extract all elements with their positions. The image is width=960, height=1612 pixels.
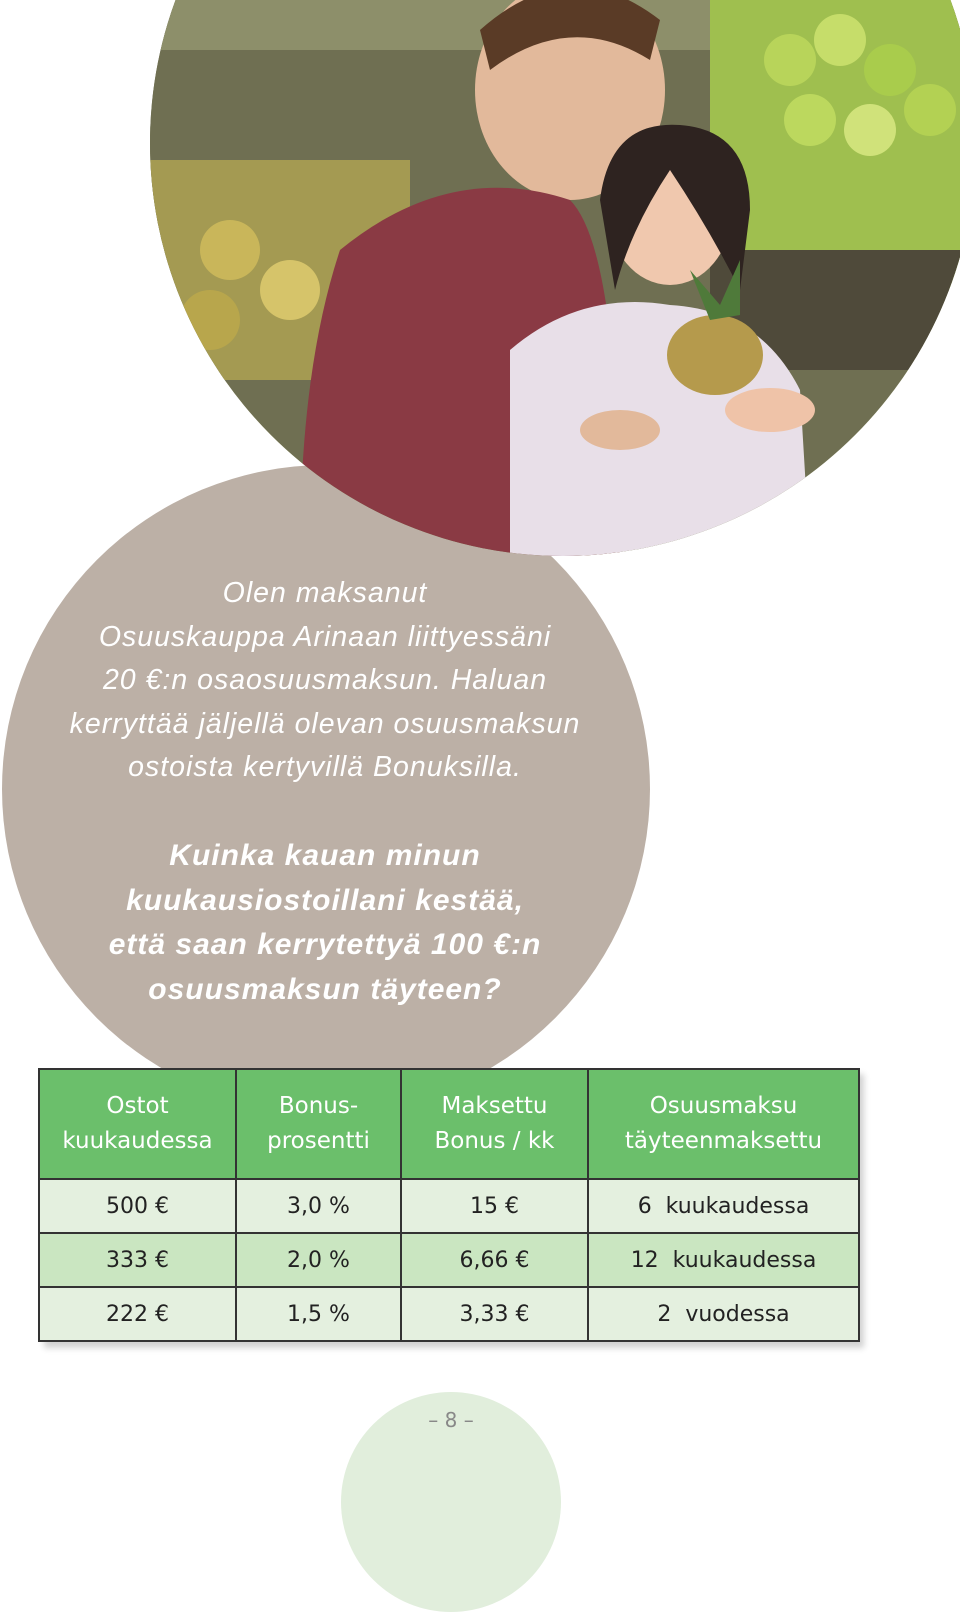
bonus-table-container bbox=[38, 1068, 858, 1342]
header-line: kuukaudessa bbox=[62, 1128, 213, 1154]
table-cell: 3,0 % bbox=[236, 1179, 401, 1233]
shopping-couple-photo bbox=[150, 0, 960, 556]
table-cell: 1,5 % bbox=[236, 1287, 401, 1341]
table-cell: 2,0 % bbox=[236, 1233, 401, 1287]
quote-line: kerryttää jäljellä olevan osuusmaksun bbox=[69, 707, 581, 740]
table-cell: 6,66 € bbox=[401, 1233, 588, 1287]
header-line: täyteenmaksettu bbox=[624, 1128, 823, 1154]
header-share-paid bbox=[588, 1069, 859, 1179]
header-purchases bbox=[39, 1069, 236, 1179]
bonus-table bbox=[38, 1068, 860, 1342]
quote-line: 20 €:n osaosuusmaksun. Haluan bbox=[102, 664, 548, 696]
question-line: kuukausiostoillani kestää, bbox=[126, 883, 524, 917]
table-row bbox=[39, 1233, 859, 1287]
header-line: Ostot bbox=[106, 1093, 169, 1119]
header-bonus-percent bbox=[236, 1069, 401, 1179]
question-line: osuusmaksun täyteen? bbox=[148, 972, 502, 1006]
question-line: että saan kerrytettyä 100 €:n bbox=[108, 928, 542, 961]
table-cell: 6 kuukaudessa bbox=[588, 1179, 859, 1233]
table-cell: 333 € bbox=[39, 1233, 236, 1287]
table-header-row bbox=[39, 1069, 859, 1179]
quote-line: Osuuskauppa Arinaan liittyessäni bbox=[98, 620, 552, 653]
table-cell: 12 kuukaudessa bbox=[588, 1233, 859, 1287]
table-cell: 222 € bbox=[39, 1287, 236, 1341]
quote-line: ostoista kertyvillä Bonuksilla. bbox=[128, 751, 522, 783]
header-line: Maksettu bbox=[441, 1093, 548, 1119]
table-cell: 3,33 € bbox=[401, 1287, 588, 1341]
table-cell: 500 € bbox=[39, 1179, 236, 1233]
quote-line: Olen maksanut bbox=[222, 577, 428, 609]
customer-quote bbox=[20, 572, 630, 790]
table-cell: 2 vuodessa bbox=[588, 1287, 859, 1341]
header-line: Osuusmaksu bbox=[649, 1093, 798, 1119]
header-line: prosentti bbox=[267, 1128, 370, 1154]
header-line: Bonus / kk bbox=[434, 1128, 555, 1154]
page-number: – 8 – bbox=[428, 1408, 474, 1432]
customer-question bbox=[20, 834, 630, 1012]
table-row bbox=[39, 1287, 859, 1341]
header-line: Bonus- bbox=[278, 1093, 359, 1119]
question-line: Kuinka kauan minun bbox=[169, 839, 481, 872]
table-cell: 15 € bbox=[401, 1179, 588, 1233]
table-row bbox=[39, 1179, 859, 1233]
header-paid-bonus bbox=[401, 1069, 588, 1179]
